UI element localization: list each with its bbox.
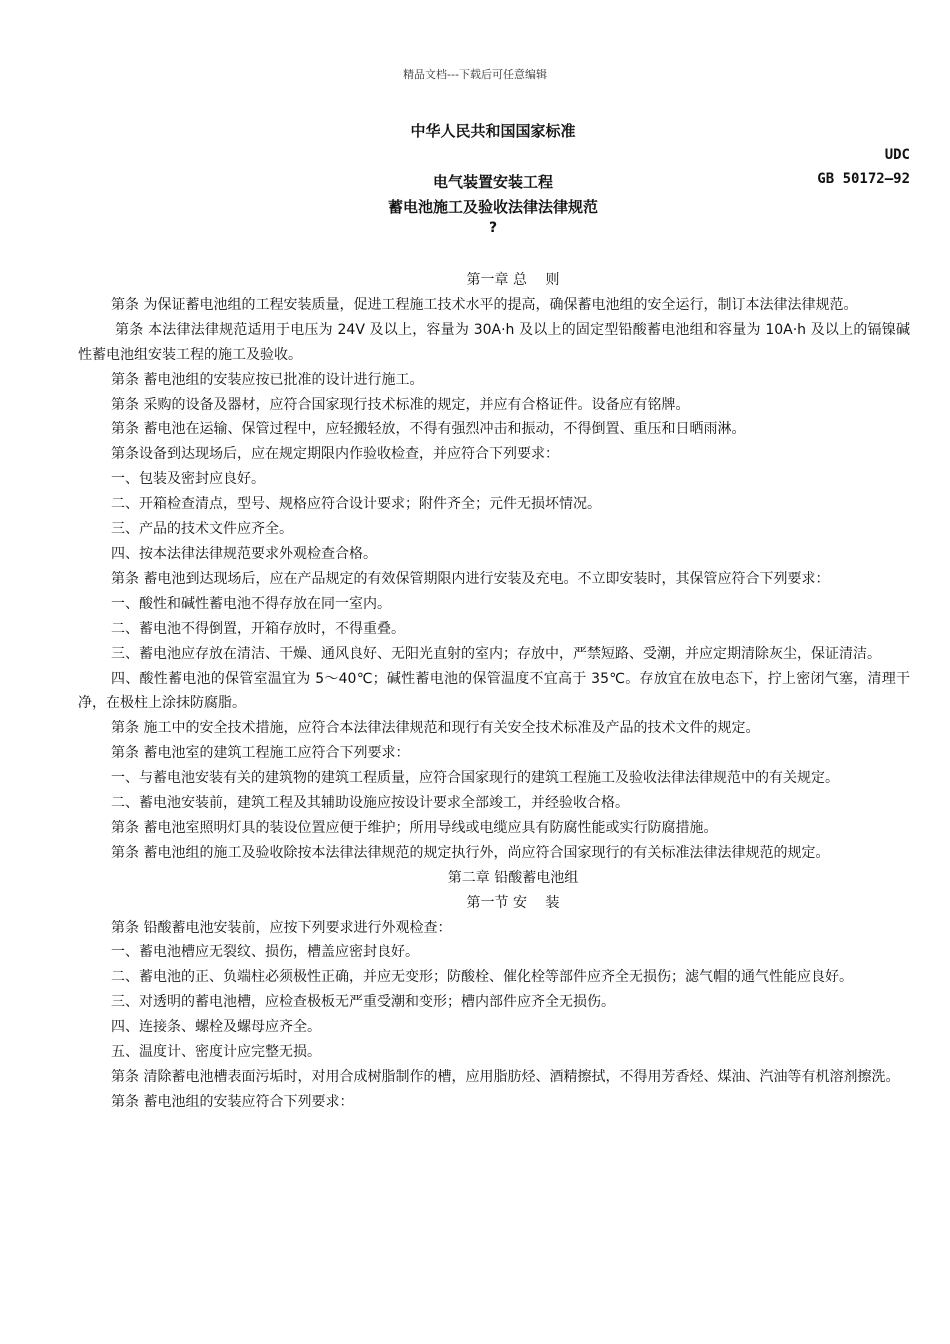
document-body	[78, 268, 910, 1115]
paragraph: 二、蓄电池不得倒置，开箱存放时，不得重叠。	[111, 620, 405, 637]
paragraph: 一、蓄电池槽应无裂纹、损伤，槽盖应密封良好。	[111, 944, 419, 961]
paragraph: 第条 蓄电池组的安装应按已批准的设计进行施工。	[111, 371, 424, 388]
paragraph: 三、蓄电池应存放在清洁、干燥、通风良好、无阳光直射的室内；存放中，严禁短路、受潮，并应定期清除灰尘，保证清洁。	[111, 645, 881, 662]
paragraph: 第条 蓄电池组的安装应符合下列要求：	[111, 1093, 354, 1110]
section-heading: 第一章 总 则	[466, 272, 560, 288]
paragraph: 第条 铅酸蓄电池安装前，应按下列要求进行外观检查：	[111, 919, 452, 936]
standard-code: GB 50172—92	[817, 171, 910, 187]
question-mark: ?	[488, 220, 498, 236]
paragraph: 四、连接条、螺栓及螺母应齐全。	[111, 1019, 321, 1036]
paragraph: 二、开箱检查清点，型号、规格应符合设计要求；附件齐全；元件无损坏情况。	[111, 496, 601, 513]
paragraph: 第条 蓄电池室的建筑工程施工应符合下列要求：	[111, 745, 410, 762]
standard-title: 中华人民共和国国家标准	[410, 122, 576, 140]
paragraph: 二、蓄电池的正、负端柱必须极性正确，并应无变形；防酸栓、催化栓等部件应齐全无损伤；滤气帽的通气性能应良好。	[111, 969, 853, 986]
paragraph: 第条 本法律法律规范适用于电压为 24V 及以上，容量为 30A·h 及以上的固定型铅酸蓄电池组和容量为 10A·h 及以上的镉镍碱性蓄电池组安装工程的施工及验收。	[78, 321, 910, 363]
document-subtitle-2: 蓄电池施工及验收法律法律规范	[387, 198, 598, 216]
paragraph: 二、蓄电池安装前，建筑工程及其辅助设施应按设计要求全部竣工，并经验收合格。	[111, 795, 629, 812]
paragraph: 一、与蓄电池安装有关的建筑物的建筑工程质量，应符合国家现行的建筑工程施工及验收法律法律规范中的有关规定。	[111, 770, 839, 787]
paragraph: 第条 蓄电池室照明灯具的装设位置应便于维护；所用导线或电缆应具有防腐性能或实行防腐措施。	[111, 819, 718, 836]
paragraph: 四、按本法律法律规范要求外观检查合格。	[111, 545, 377, 562]
paragraph: 第条 为保证蓄电池组的工程安装质量，促进工程施工技术水平的提高，确保蓄电池组的安全运行，制订本法律法律规范。	[111, 296, 858, 313]
section-heading: 第二章 铅酸蓄电池组	[447, 869, 579, 886]
paragraph: 第条 施工中的安全技术措施，应符合本法律法律规范和现行有关安全技术标准及产品的技术文件的规定。	[111, 720, 760, 737]
paragraph: 一、酸性和碱性蓄电池不得存放在同一室内。	[111, 595, 391, 612]
paragraph: 第条 清除蓄电池槽表面污垢时，对用合成树脂制作的槽，应用脂肪烃、酒精擦拭，不得用芳香烃、煤油、汽油等有机溶剂擦洗。	[111, 1069, 900, 1085]
paragraph: 第条 蓄电池在运输、保管过程中，应轻搬轻放，不得有强烈冲击和振动，不得倒置、重压和日晒雨淋。	[111, 421, 746, 438]
paragraph: 四、酸性蓄电池的保管室温宜为 5～40℃；碱性蓄电池的保管温度不宜高于 35℃。存放宜在放电态下，拧上密闭气塞，清理干净，在极柱上涂抹防腐脂。	[78, 670, 910, 712]
paragraph: 第条 采购的设备及器材，应符合国家现行技术标准的规定，并应有合格证件。设备应有铭牌。	[111, 396, 690, 413]
watermark-text: 精品文档---下载后可任意编辑	[403, 68, 547, 81]
paragraph: 五、温度计、密度计应完整无损。	[111, 1044, 321, 1061]
paragraph: 一、包装及密封应良好。	[111, 471, 265, 488]
paragraph: 第条设备到达现场后，应在规定期限内作验收检查，并应符合下列要求：	[111, 446, 559, 463]
paragraph: 第条 蓄电池组的施工及验收除按本法律法律规范的规定执行外，尚应符合国家现行的有关标准法律法律规范的规定。	[111, 844, 830, 861]
section-heading: 第一节 安 装	[466, 894, 560, 911]
paragraph: 第条 蓄电池到达现场后，应在产品规定的有效保管期限内进行安装及充电。不立即安装时，其保管应符合下列要求：	[111, 570, 830, 587]
document-subtitle-1: 电气装置安装工程	[432, 173, 553, 191]
paragraph: 三、对透明的蓄电池槽，应检查极板无严重受潮和变形；槽内部件应齐全无损伤。	[111, 994, 615, 1011]
paragraph: 三、产品的技术文件应齐全。	[111, 521, 293, 538]
udc-label: UDC	[884, 147, 910, 163]
